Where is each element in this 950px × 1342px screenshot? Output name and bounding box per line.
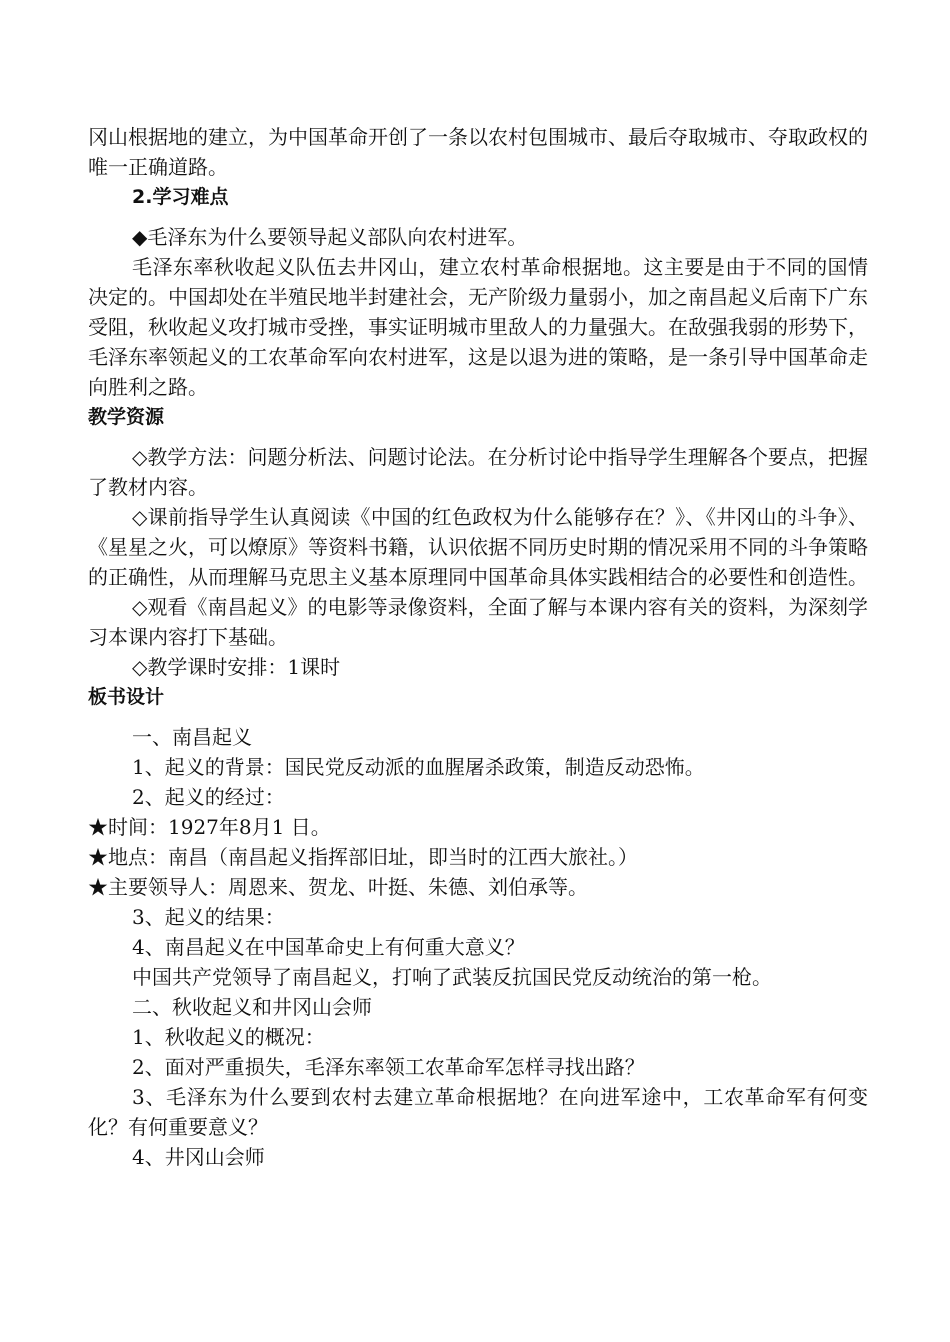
board-line: 3、毛泽东为什么要到农村去建立革命根据地？在向进军途中，工农革命军有何变化？有何重要意义？: [88, 1085, 868, 1139]
board-line: 1、秋收起义的概况：: [132, 1025, 325, 1049]
difficulty-answer: 毛泽东率秋收起义队伍去井冈山，建立农村革命根据地。这主要是由于不同的国情决定的。中国却处在半殖民地半封建社会，无产阶级力量弱小，加之南昌起义后南下广东受阻，秋收起义攻打城市受挫，事实证明城市里敌人的力量强大。在敌强我弱的形势下，毛泽东率领起义的工农革命军向农村进军，这是以退为进的策略，是一条引导中国革命走向胜利之路。: [88, 255, 868, 399]
resource-item: ◇课前指导学生认真阅读《中国的红色政权为什么能够存在？》、《井冈山的斗争》、《星星之火，可以燎原》等资料书籍，认识依据不同历史时期的情况采用不同的斗争策略的正确性，从而理解马克思主义基本原理同中国革命具体实践相结合的必要性和创造性。: [88, 505, 868, 589]
resources-heading: 教学资源: [88, 406, 165, 428]
board-line: 4、南昌起义在中国革命史上有何重大意义？: [132, 935, 525, 959]
board-line: 中国共产党领导了南昌起义，打响了武装反抗国民党反动统治的第一枪。: [132, 965, 772, 989]
board-line: ★时间：1927年8月1 日。: [88, 815, 331, 839]
difficulty-question: ◆毛泽东为什么要领导起义部队向农村进军。: [132, 225, 528, 249]
difficulty-heading: 2.学习难点: [132, 186, 229, 208]
resource-item: ◇教学课时安排：1课时: [132, 655, 341, 679]
board-line: ★主要领导人：周恩来、贺龙、叶挺、朱德、刘伯承等。: [88, 875, 588, 899]
board-line: 3、起义的结果：: [132, 905, 285, 929]
resource-item: ◇观看《南昌起义》的电影等录像资料，全面了解与本课内容有关的资料，为深刻学习本课内容打下基础。: [88, 595, 868, 649]
resource-item: ◇教学方法：问题分析法、问题讨论法。在分析讨论中指导学生理解各个要点，把握了教材内容。: [88, 445, 868, 499]
board-line: ★地点：南昌（南昌起义指挥部旧址，即当时的江西大旅社。）: [88, 845, 638, 869]
board-line: 2、面对严重损失，毛泽东率领工农革命军怎样寻找出路？: [132, 1055, 645, 1079]
board-line: 一、南昌起义: [132, 725, 252, 749]
board-line: 4、井冈山会师: [132, 1145, 265, 1169]
board-line: 1、起义的背景：国民党反动派的血腥屠杀政策，制造反动恐怖。: [132, 755, 705, 779]
document-page: [88, 122, 868, 1172]
board-line: 2、起义的经过：: [132, 785, 285, 809]
intro-paragraph: 冈山根据地的建立，为中国革命开创了一条以农村包围城市、最后夺取城市、夺取政权的唯一正确道路。: [88, 125, 868, 179]
board-heading: 板书设计: [88, 686, 165, 708]
board-line: 二、秋收起义和井冈山会师: [132, 995, 372, 1019]
